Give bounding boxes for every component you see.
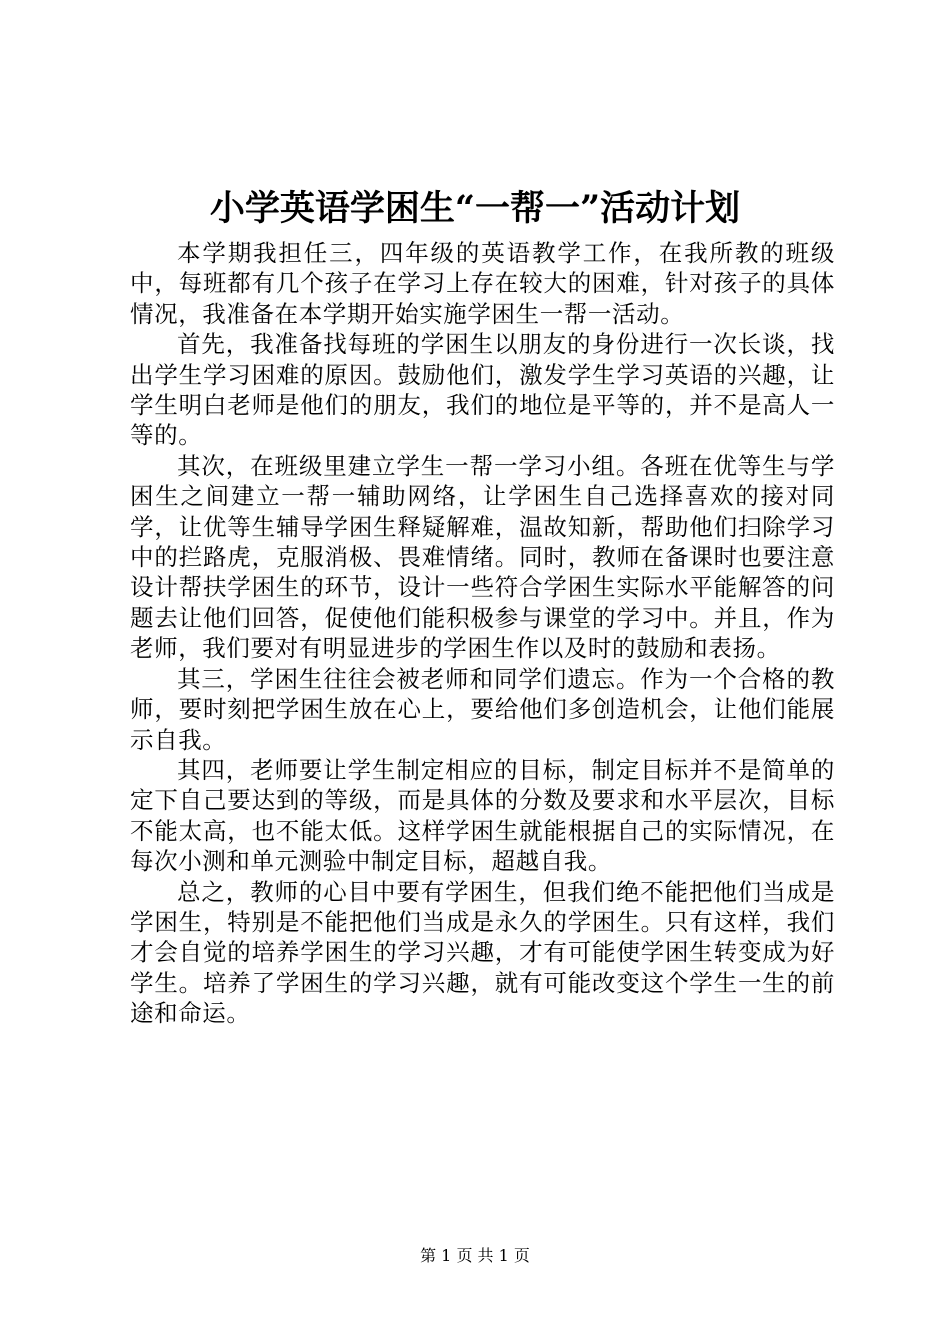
paragraph-second: 其次，在班级里建立学生一帮一学习小组。各班在优等生与学困生之间建立一帮一辅助网络，让学困生自己选择喜欢的接对同学，让优等生辅导学困生释疑解难，温故知新，帮助他们扫除学习中的拦路虎，克服消极、畏难情绪。同时，教师在备课时也要注意设计帮扶学困生的环节，设计一些符合学困生实际水平能解答的问题去让他们回答，促使他们能积极参与课堂的学习中。并且，作为老师，我们要对有明显进步的学困生作以及时的鼓励和表扬。	[130, 451, 835, 663]
paragraph-intro: 本学期我担任三，四年级的英语教学工作，在我所教的班级中，每班都有几个孩子在学习上存在较大的困难，针对孩子的具体情况，我准备在本学期开始实施学困生一帮一活动。	[130, 239, 835, 328]
document-title: 小学英语学困生“一帮一”活动计划	[209, 188, 741, 229]
paragraph-third: 其三，学困生往往会被老师和同学们遗忘。作为一个合格的教师，要时刻把学困生放在心上，要给他们多创造机会，让他们能展示自我。	[130, 664, 835, 754]
page-number-footer: 第 1 页 共 1 页	[420, 1246, 530, 1265]
document-body	[130, 238, 835, 1029]
paragraph-fourth: 其四，老师要让学生制定相应的目标，制定目标并不是简单的定下自己要达到的等级，而是具体的分数及要求和水平层次，目标不能太高，也不能太低。这样学困生就能根据自己的实际情况，在每次小测和单元测验中制定目标，超越自我。	[130, 755, 835, 876]
paragraph-first: 首先，我准备找每班的学困生以朋友的身份进行一次长谈，找出学生学习困难的原因。鼓励他们，激发学生学习英语的兴趣，让学生明白老师是他们的朋友，我们的地位是平等的，并不是高人一等的。	[130, 330, 835, 450]
paragraph-conclusion: 总之，教师的心目中要有学困生，但我们绝不能把他们当成是学困生，特别是不能把他们当成是永久的学困生。只有这样，我们才会自觉的培养学困生的学习兴趣，才有可能使学困生转变成为好学生。培养了学困生的学习兴趣，就有可能改变这个学生一生的前途和命运。	[130, 877, 835, 1028]
